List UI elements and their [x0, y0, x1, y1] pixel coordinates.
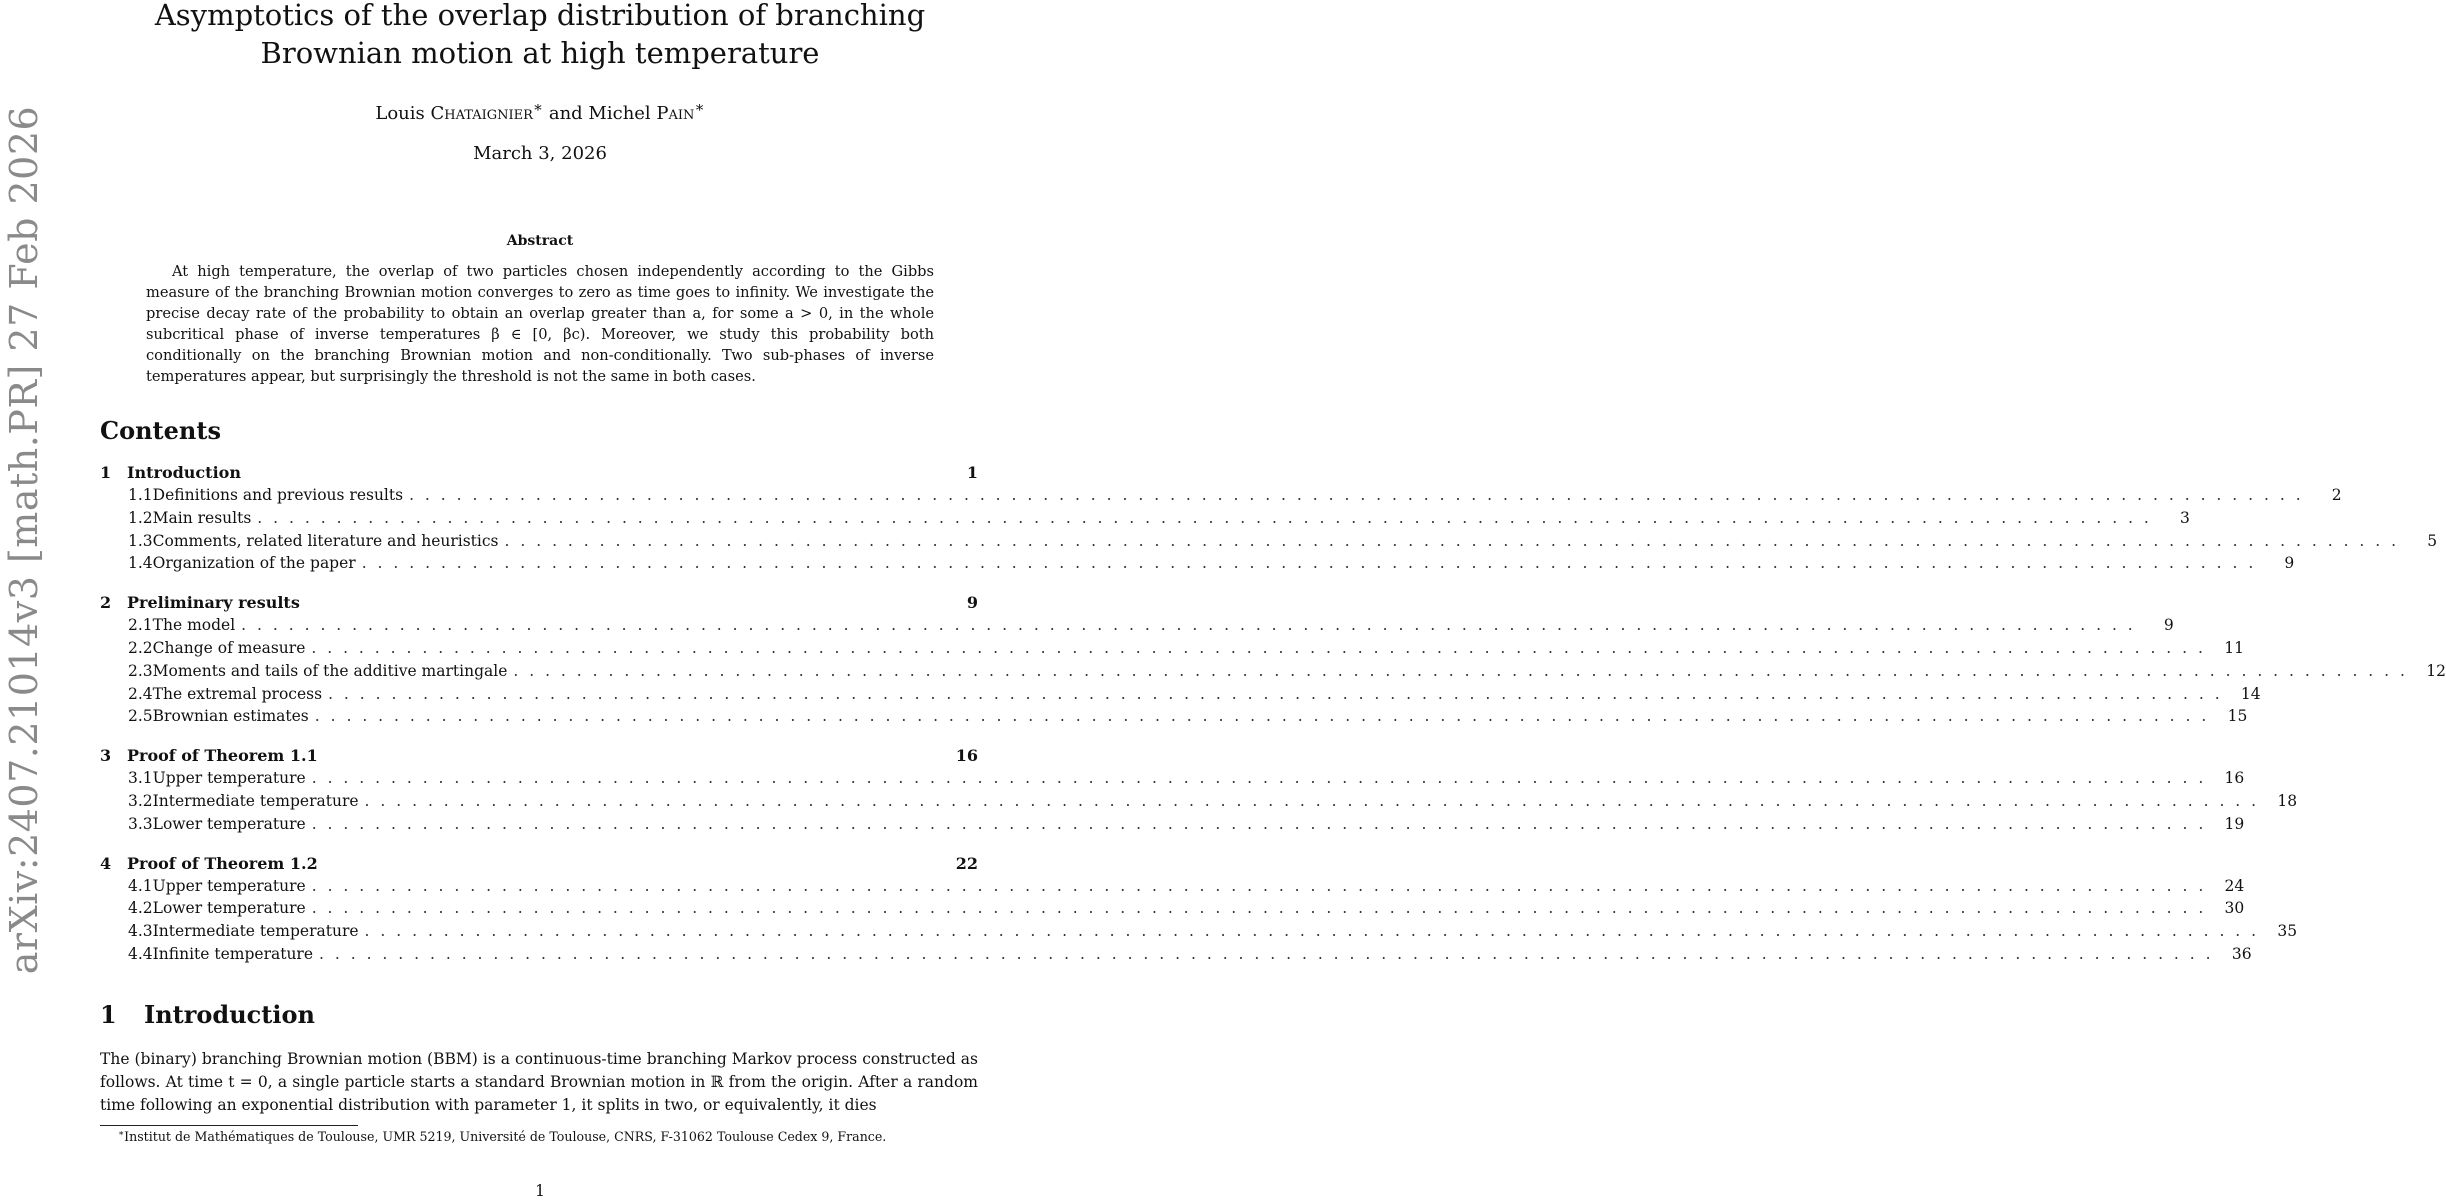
toc-subsection-entry[interactable]	[100, 684, 2261, 708]
arxiv-identifier: arXiv:2407.21014v3 [math.PR] 27 Feb 2026	[2, 105, 46, 975]
toc-subsection-entry[interactable]	[100, 531, 2438, 555]
toc-section-entry[interactable]	[100, 463, 978, 486]
toc-subsection-entry[interactable]	[100, 876, 2245, 900]
toc-section-group	[100, 593, 2446, 730]
toc-subsection-title: Lower temperature	[152, 899, 306, 918]
toc-subsection-entry[interactable]	[100, 508, 2190, 532]
toc-subsection-entry[interactable]	[100, 638, 2244, 662]
toc-subsection-title: Intermediate temperature	[152, 922, 359, 941]
toc-section-number: 4	[100, 853, 112, 873]
toc-subsection-entry[interactable]	[100, 791, 2298, 815]
toc-leader-dots: . . . . . . . . . . . . . . . . . . . . . . . . . . . . . . . . . . . . . . . . . . . . . . . . . . . . . . . . . . . . . . . . . . . . . . . . . . . . . . . . . . . . . . . . . . . . . . . . . . . . . . . . . . . . . . . . . . . . . . . .	[314, 707, 2210, 726]
toc-section-title: Proof of Theorem 1.2	[127, 853, 318, 873]
authors-connector: and	[543, 103, 589, 124]
toc-subsection-number: 2.3	[128, 661, 153, 680]
toc-subsection-title: Main results	[152, 508, 252, 527]
toc-subsection-title: Brownian estimates	[152, 707, 309, 726]
toc-subsection-entry[interactable]	[100, 899, 2245, 922]
author-1-last: Chataignier	[430, 103, 533, 124]
footnote-rule	[100, 1125, 358, 1126]
toc-subsection-entry[interactable]	[100, 769, 2245, 792]
toc-subsection-title: Comments, related literature and heuristics	[152, 531, 499, 550]
toc-subsection-page: 2	[2331, 486, 2342, 504]
toc-leader-dots: . . . . . . . . . . . . . . . . . . . . . . . . . . . . . . . . . . . . . . . . . . . . . . . . . . . . . . . . . . . . . . . . . . . . . . . . . . . . . . . . . . . . . . . . . . . . . . . . . . . . . . . . . . . . . . . . . . . . . . . .	[361, 554, 2257, 573]
toc-subsection-number: 1.2	[128, 508, 153, 527]
toc-leader-dots: . . . . . . . . . . . . . . . . . . . . . . . . . . . . . . . . . . . . . . . . . . . . . . . . . . . . . . . . . . . . . . . . . . . . . . . . . . . . . . . . . . . . . . . . . . . . . . . . . . . . . . . . . . . . . . . . . . . . . . . .	[319, 944, 2214, 963]
toc-subsection-entry[interactable]	[100, 944, 2252, 968]
toc-subsection-number: 4.3	[128, 922, 153, 941]
toc-leader-dots: . . . . . . . . . . . . . . . . . . . . . . . . . . . . . . . . . . . . . . . . . . . . . . . . . . . . . . . . . . . . . . . . . . . . . . . . . . . . . . . . . . . . . . . . . . . . . . . . . . . . . . . . . . . . . . . . . . . . . . . .	[409, 486, 2304, 504]
toc-section-title: Proof of Theorem 1.1	[127, 746, 318, 766]
toc-subsection-entry[interactable]	[100, 486, 2342, 509]
toc-subsection-number: 1.1	[128, 486, 153, 504]
toc-section-number: 1	[100, 463, 112, 482]
toc-subsection-number: 1.3	[128, 531, 153, 550]
section-number: 1	[100, 1000, 117, 1029]
toc-leader-dots: . . . . . . . . . . . . . . . . . . . . . . . . . . . . . . . . . . . . . . . . . . . . . . . . . . . . . . . . . . . . . . . . . . . . . . . . . . . . . . . . . . . . . . . . . . . . . . . . . . . . . . . . . . . . . . . . . . . . . . . .	[257, 508, 2152, 527]
toc-leader-dots: . . . . . . . . . . . . . . . . . . . . . . . . . . . . . . . . . . . . . . . . . . . . . . . . . . . . . . . . . . . . . . . . . . . . . . . . . . . . . . . . . . . . . . . . . . . . . . . . . . . . . . . . . . . . . . . . . . . . . . . .	[513, 661, 2408, 680]
toc-section-entry[interactable]	[100, 854, 978, 877]
toc-subsection-number: 3.3	[128, 814, 153, 833]
author-1-mark: ∗	[532, 98, 544, 116]
toc-subsection-number: 3.1	[128, 769, 153, 788]
footnote-mark: ∗	[118, 1129, 125, 1139]
toc-subsection-page: 18	[2277, 791, 2298, 810]
contents-heading: Contents	[100, 416, 221, 445]
toc-section-page: 16	[955, 746, 978, 766]
toc-subsection-page: 11	[2224, 638, 2244, 657]
section-heading-introduction	[100, 1000, 315, 1029]
authors-line	[100, 98, 980, 124]
toc-subsection-page: 30	[2224, 899, 2245, 918]
author-2-first: Michel	[588, 103, 657, 124]
toc-subsection-number: 4.1	[128, 876, 153, 895]
toc-subsection-title: Definitions and previous results	[152, 486, 404, 504]
toc-subsection-number: 4.4	[128, 944, 153, 963]
toc-section-group	[100, 746, 2298, 837]
introduction-paragraph: The (binary) branching Brownian motion (BBM) is a continuous-time branching Markov process constructed as follows. At time t = 0, a single particle starts a standard Brownian motion in ℝ from the origin. After a random time following an exponential distribution with parameter 1, it splits in two, or equivalently, it dies	[100, 1050, 978, 1114]
toc-subsection-title: Intermediate temperature	[152, 791, 359, 810]
toc-subsection-page: 35	[2277, 922, 2298, 941]
toc-section-page: 22	[955, 853, 978, 873]
paper-date: March 3, 2026	[473, 143, 607, 164]
toc-leader-dots: . . . . . . . . . . . . . . . . . . . . . . . . . . . . . . . . . . . . . . . . . . . . . . . . . . . . . . . . . . . . . . . . . . . . . . . . . . . . . . . . . . . . . . . . . . . . . . . . . . . . . . . . . . . . . . . . . . . . . . . .	[311, 638, 2206, 657]
toc-subsection-entry[interactable]	[100, 616, 2174, 639]
toc-leader-dots: . . . . . . . . . . . . . . . . . . . . . . . . . . . . . . . . . . . . . . . . . . . . . . . . . . . . . . . . . . . . . . . . . . . . . . . . . . . . . . . . . . . . . . . . . . . . . . . . . . . . . . . . . . . . . . . . . . . . . . . .	[311, 876, 2207, 895]
toc-subsection-page: 3	[2179, 508, 2190, 527]
abstract-heading: Abstract	[506, 233, 574, 249]
toc-subsection-title: Moments and tails of the additive martingale	[152, 661, 508, 680]
toc-leader-dots: . . . . . . . . . . . . . . . . . . . . . . . . . . . . . . . . . . . . . . . . . . . . . . . . . . . . . . . . . . . . . . . . . . . . . . . . . . . . . . . . . . . . . . . . . . . . . . . . . . . . . . . . . . . . . . . . . . . . . . . .	[311, 769, 2207, 788]
toc-section-page: 9	[966, 593, 978, 613]
toc-subsection-page: 14	[2240, 684, 2261, 703]
toc-section-title: Preliminary results	[127, 593, 300, 613]
author-2-last: Pain	[656, 103, 695, 124]
toc-subsection-entry[interactable]	[100, 922, 2298, 945]
toc-section-title: Introduction	[127, 463, 241, 482]
toc-subsection-page: 15	[2227, 707, 2248, 726]
toc-subsection-page: 36	[2231, 944, 2252, 963]
toc-subsection-entry[interactable]	[100, 554, 2295, 577]
footnote-text: Institut de Mathématiques de Toulouse, UMR 5219, Université de Toulouse, CNRS, F-31062 Toulouse Cedex 9, France.	[124, 1129, 887, 1145]
toc-leader-dots: . . . . . . . . . . . . . . . . . . . . . . . . . . . . . . . . . . . . . . . . . . . . . . . . . . . . . . . . . . . . . . . . . . . . . . . . . . . . . . . . . . . . . . . . . . . . . . . . . . . . . . . . . . . . . . . . . . . . . . . .	[364, 922, 2260, 941]
toc-leader-dots: . . . . . . . . . . . . . . . . . . . . . . . . . . . . . . . . . . . . . . . . . . . . . . . . . . . . . . . . . . . . . . . . . . . . . . . . . . . . . . . . . . . . . . . . . . . . . . . . . . . . . . . . . . . . . . . . . . . . . . . .	[364, 791, 2260, 810]
toc-subsection-number: 1.4	[128, 554, 153, 573]
toc-section-page: 1	[966, 463, 978, 482]
toc-subsection-page: 12	[2426, 661, 2446, 680]
toc-subsection-title: The model	[152, 616, 236, 635]
toc-subsection-entry[interactable]	[100, 814, 2245, 838]
toc-subsection-page: 24	[2224, 876, 2245, 895]
author-2-mark: ∗	[694, 98, 705, 116]
section-title: Introduction	[144, 1000, 315, 1029]
abstract-text: At high temperature, the overlap of two particles chosen independently according to the Gibbs measure of the branching Brownian motion converges to zero as time goes to infinity. We investigate the precise decay rate of the probability to obtain an overlap greater than a, for some a > 0, in the whole subcritical phase of inverse temperatures β ∈ [0, βc). Moreover, we study this probability both conditionally on the branching Brownian motion and non-conditionally. Two sub-phases of inverse temperatures appear, but surprisingly the threshold is not the same in both cases.	[146, 263, 934, 385]
toc-subsection-title: Upper temperature	[152, 769, 306, 788]
footnote	[100, 1129, 978, 1144]
toc-subsection-page: 16	[2224, 769, 2245, 788]
toc-leader-dots: . . . . . . . . . . . . . . . . . . . . . . . . . . . . . . . . . . . . . . . . . . . . . . . . . . . . . . . . . . . . . . . . . . . . . . . . . . . . . . . . . . . . . . . . . . . . . . . . . . . . . . . . . . . . . . . . . . . . . . . .	[241, 616, 2136, 635]
table-of-contents	[100, 463, 2446, 984]
toc-leader-dots: . . . . . . . . . . . . . . . . . . . . . . . . . . . . . . . . . . . . . . . . . . . . . . . . . . . . . . . . . . . . . . . . . . . . . . . . . . . . . . . . . . . . . . . . . . . . . . . . . . . . . . . . . . . . . . . . . . . . . . . .	[328, 684, 2223, 703]
toc-subsection-number: 2.5	[128, 707, 153, 726]
toc-subsection-page: 9	[2284, 554, 2295, 573]
toc-subsection-page: 9	[2163, 616, 2174, 635]
toc-leader-dots: . . . . . . . . . . . . . . . . . . . . . . . . . . . . . . . . . . . . . . . . . . . . . . . . . . . . . . . . . . . . . . . . . . . . . . . . . . . . . . . . . . . . . . . . . . . . . . . . . . . . . . . . . . . . . . . . . . . . . . . .	[504, 531, 2400, 550]
toc-subsection-number: 2.1	[128, 616, 153, 635]
toc-subsection-title: Upper temperature	[152, 876, 306, 895]
paper-title: Asymptotics of the overlap distribution of branching Brownian motion at high temperature	[154, 0, 926, 70]
author-1-first: Louis	[375, 103, 431, 124]
toc-subsection-page: 5	[2427, 531, 2438, 550]
toc-subsection-page: 19	[2224, 814, 2245, 833]
toc-subsection-title: Change of measure	[152, 638, 306, 657]
toc-section-number: 2	[100, 593, 112, 613]
toc-subsection-title: Organization of the paper	[152, 554, 356, 573]
toc-section-group	[100, 463, 2438, 577]
toc-leader-dots: . . . . . . . . . . . . . . . . . . . . . . . . . . . . . . . . . . . . . . . . . . . . . . . . . . . . . . . . . . . . . . . . . . . . . . . . . . . . . . . . . . . . . . . . . . . . . . . . . . . . . . . . . . . . . . . . . . . . . . . .	[311, 899, 2207, 918]
toc-leader-dots: . . . . . . . . . . . . . . . . . . . . . . . . . . . . . . . . . . . . . . . . . . . . . . . . . . . . . . . . . . . . . . . . . . . . . . . . . . . . . . . . . . . . . . . . . . . . . . . . . . . . . . . . . . . . . . . . . . . . . . . .	[311, 814, 2207, 833]
toc-section-entry[interactable]	[100, 593, 978, 616]
toc-subsection-entry[interactable]	[100, 707, 2248, 730]
toc-subsection-title: Infinite temperature	[152, 944, 314, 963]
toc-subsection-title: Lower temperature	[152, 814, 306, 833]
toc-section-entry[interactable]	[100, 746, 978, 769]
toc-section-number: 3	[100, 746, 112, 766]
toc-subsection-title: The extremal process	[152, 684, 323, 703]
toc-subsection-number: 3.2	[128, 791, 153, 810]
toc-subsection-number: 2.4	[128, 684, 153, 703]
toc-subsection-entry[interactable]	[100, 661, 2446, 685]
toc-subsection-number: 2.2	[128, 638, 153, 657]
page-number: 1	[535, 1182, 545, 1200]
toc-subsection-number: 4.2	[128, 899, 153, 918]
toc-section-group	[100, 853, 2298, 968]
